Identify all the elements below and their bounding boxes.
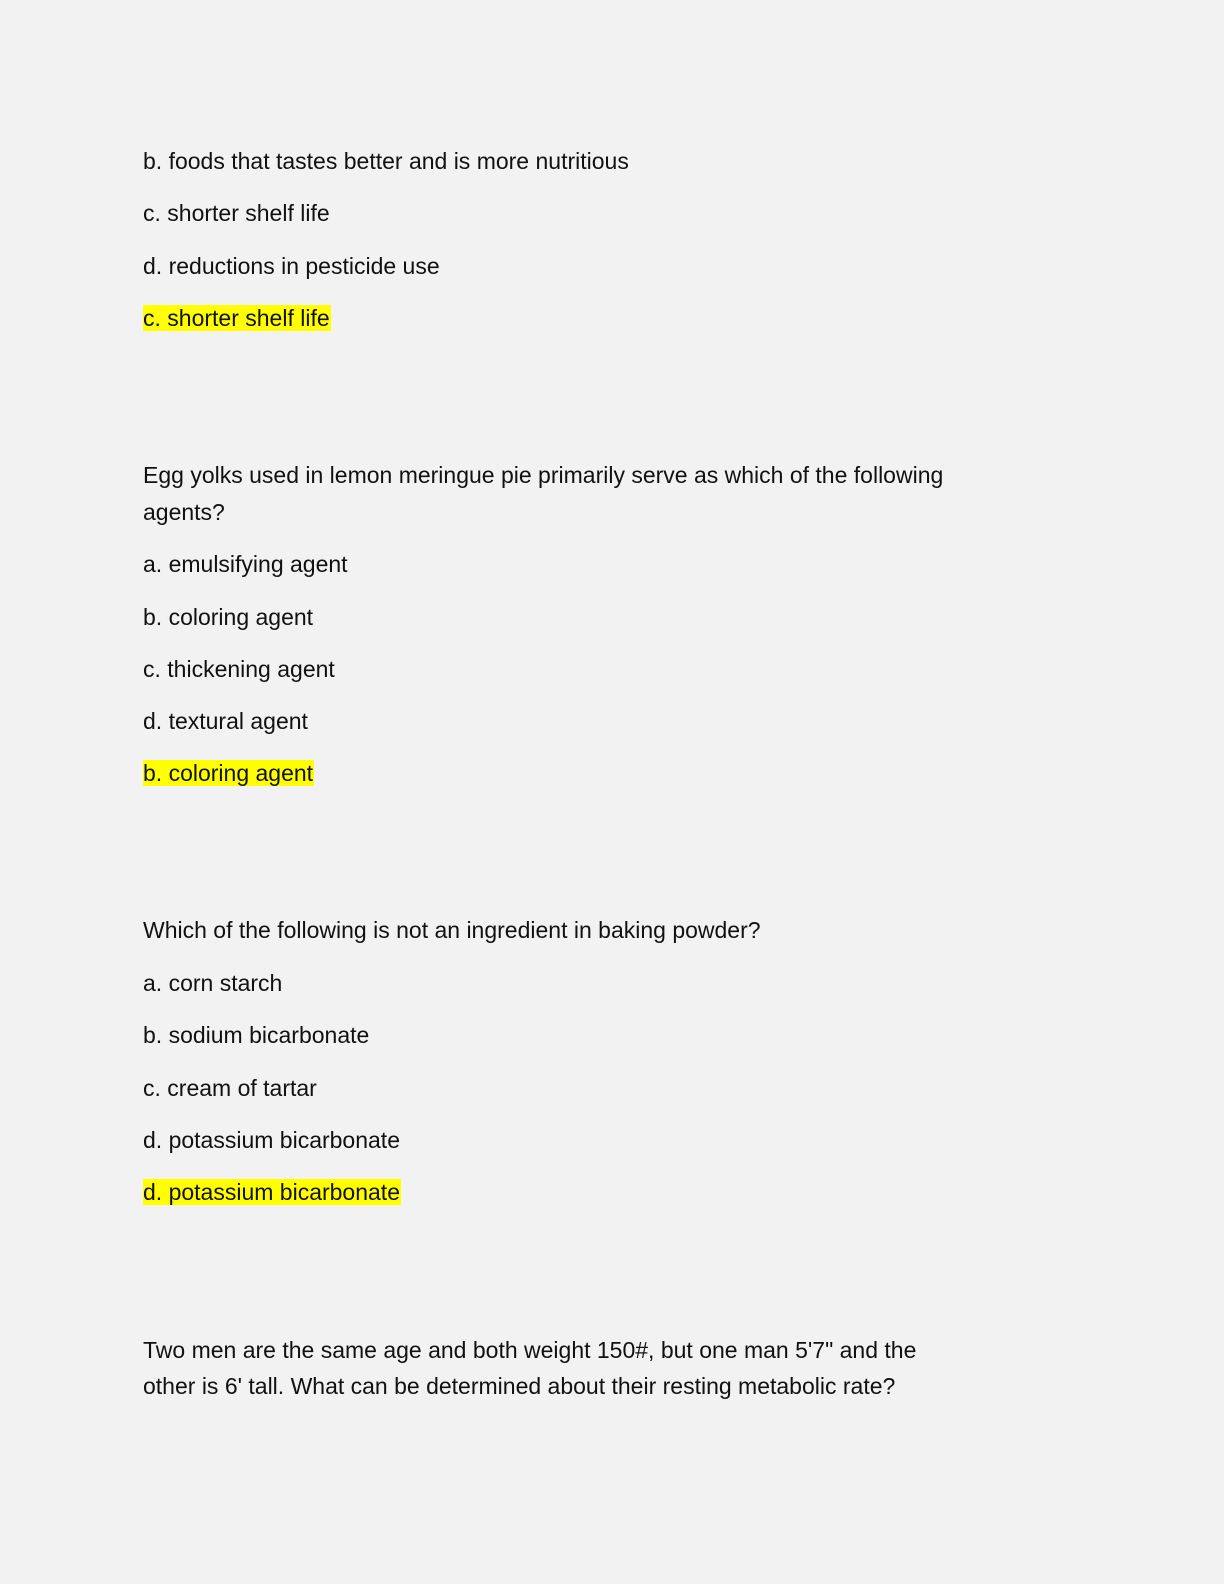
- q1-answer: [143, 300, 331, 336]
- q3-option-a: a. corn starch: [143, 970, 283, 996]
- q2-option-c: c. thickening agent: [143, 656, 335, 682]
- q1-option-d: d. reductions in pesticide use: [143, 253, 440, 279]
- q4-question-line-1: Two men are the same age and both weight 150#, but one man 5'7" and the: [143, 1337, 917, 1363]
- q2-answer: [143, 755, 314, 791]
- q3-answer-highlight: d. potassium bicarbonate: [143, 1179, 400, 1205]
- q3-question: Which of the following is not an ingredient in baking powder?: [143, 917, 761, 943]
- q2-option-b: b. coloring agent: [143, 604, 314, 630]
- q2-option-a: a. emulsifying agent: [143, 551, 348, 577]
- q2-question-line-2: agents?: [143, 499, 225, 525]
- q1-option-c: c. shorter shelf life: [143, 200, 330, 226]
- q2-question-line-1: Egg yolks used in lemon meringue pie primarily serve as which of the following: [143, 462, 944, 488]
- q2-answer-highlight: b. coloring agent: [143, 760, 314, 786]
- q3-option-c: c. cream of tartar: [143, 1075, 317, 1101]
- q1-option-b: b. foods that tastes better and is more nutritious: [143, 148, 629, 174]
- q1-answer-highlight: c. shorter shelf life: [143, 305, 330, 331]
- q3-option-b: b. sodium bicarbonate: [143, 1022, 370, 1048]
- q2-option-d: d. textural agent: [143, 708, 308, 734]
- q3-answer: [143, 1174, 401, 1210]
- q4-question-line-2: other is 6' tall. What can be determined about their resting metabolic rate?: [143, 1373, 896, 1399]
- q3-option-d: d. potassium bicarbonate: [143, 1127, 400, 1153]
